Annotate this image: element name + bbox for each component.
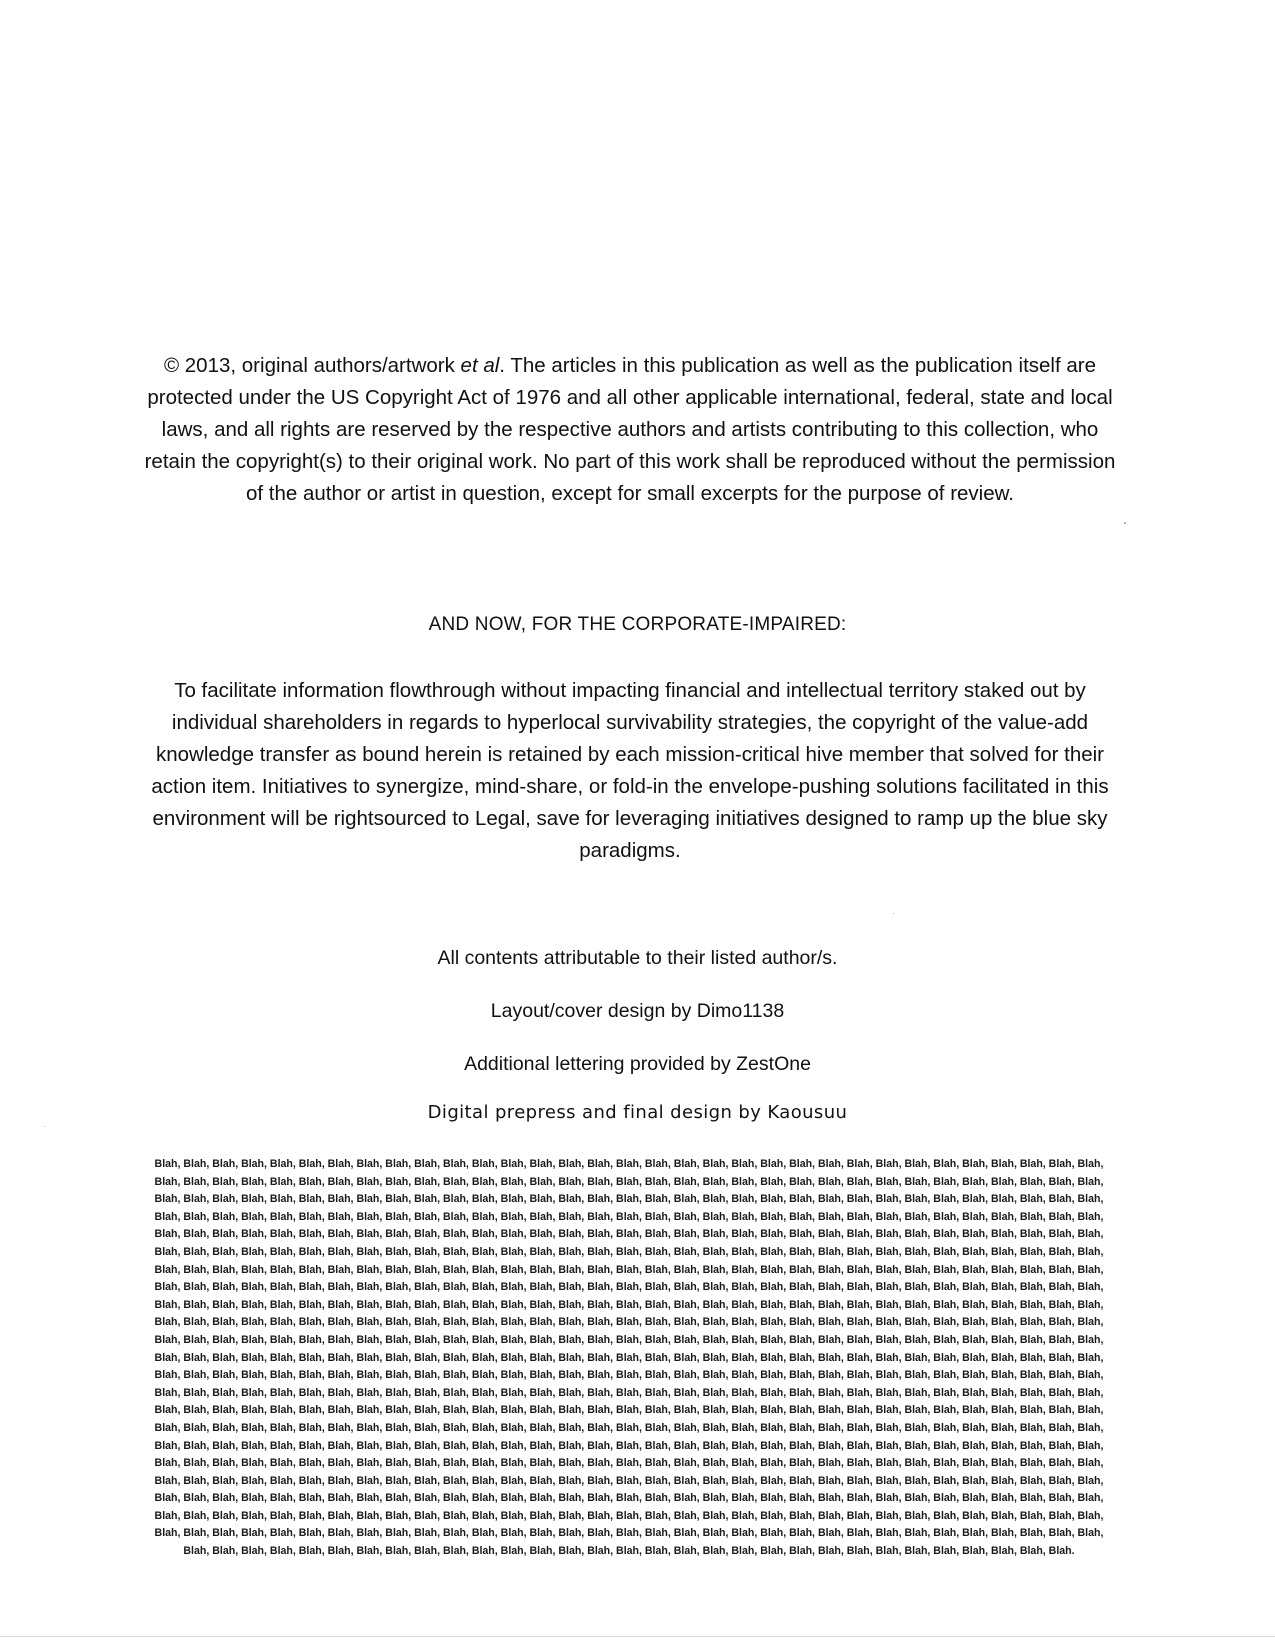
- filler-text-block: Blah, Blah, Blah, Blah, Blah, Blah, Blah, Blah, Blah, Blah, Blah, Blah, Blah, Blah, Blah, Blah, Blah, Blah, Blah, Blah, Blah, Blah, Blah, Blah, Blah, Blah, Blah, Blah, Blah, Blah, Blah, Blah, Blah, Blah, Blah, Blah, Blah, Blah, Blah, Blah, Blah, Blah, Blah, Blah, Blah, Blah, Blah, Blah, Blah, Blah, Blah, Blah, Blah, Blah, Blah, Blah, Blah, Blah, Blah, Blah, Blah, Blah, Blah, Blah, Blah, Blah, Blah, Blah, Blah, Blah, Blah, Blah, Blah, Blah, Blah, Blah, Blah, Blah, Blah, Blah, Blah, Blah, Blah, Blah, Blah, Blah, Blah, Blah, Blah, Blah, Blah, Blah, Blah, Blah, Blah, Blah, Blah, Blah, Blah, Blah, Blah, Blah, Blah, Blah, Blah, Blah, Blah, Blah, Blah, Blah, Blah, Blah, Blah, Blah, Blah, Blah, Blah, Blah, Blah, Blah, Blah, Blah, Blah, Blah, Blah, Blah, Blah, Blah, Blah, Blah, Blah, Blah, Blah, Blah, Blah, Blah, Blah, Blah, Blah, Blah, Blah, Blah, Blah, Blah, Blah, Blah, Blah, Blah, Blah, Blah, Blah, Blah, Blah, Blah, Blah, Blah, Blah, Blah, Blah, Blah, Blah, Blah, Blah, Blah, Blah, Blah, Blah, Blah, Blah, Blah, Blah, Blah, Blah, Blah, Blah, Blah, Blah, Blah, Blah, Blah, Blah, Blah, Blah, Blah, Blah, Blah, Blah, Blah, Blah, Blah, Blah, Blah, Blah, Blah, Blah, Blah, Blah, Blah, Blah, Blah, Blah, Blah, Blah, Blah, Blah, Blah, Blah, Blah, Blah, Blah, Blah, Blah, Blah, Blah, Blah, Blah, Blah, Blah, Blah, Blah, Blah, Blah, Blah, Blah, Blah, Blah, Blah, Blah, Blah, Blah, Blah, Blah, Blah, Blah, Blah, Blah, Blah, Blah, Blah, Blah, Blah, Blah, Blah, Blah, Blah, Blah, Blah, Blah, Blah, Blah, Blah, Blah, Blah, Blah, Blah, Blah, Blah, Blah, Blah, Blah, Blah, Blah, Blah, Blah, Blah, Blah, Blah, Blah, Blah, Blah, Blah, Blah, Blah, Blah, Blah, Blah, Blah, Blah, Blah, Blah, Blah, Blah, Blah, Blah, Blah, Blah, Blah, Blah, Blah, Blah, Blah, Blah, Blah, Blah, Blah, Blah, Blah, Blah, Blah, Blah, Blah, Blah, Blah, Blah, Blah, Blah, Blah, Blah, Blah, Blah, Blah, Blah, Blah, Blah, Blah, Blah, Blah, Blah, Blah, Blah, Blah, Blah, Blah, Blah, Blah, Blah, Blah, Blah, Blah, Blah, Blah, Blah, Blah, Blah, Blah, Blah, Blah, Blah, Blah, Blah, Blah, Blah, Blah, Blah, Blah, Blah, Blah, Blah, Blah, Blah, Blah, Blah, Blah, Blah, Blah, Blah, Blah, Blah, Blah, Blah, Blah, Blah, Blah, Blah, Blah, Blah, Blah, Blah, Blah, Blah, Blah, Blah, Blah, Blah, Blah, Blah, Blah, Blah, Blah, Blah, Blah, Blah, Blah, Blah, Blah, Blah, Blah, Blah, Blah, Blah, Blah, Blah, Blah, Blah, Blah, Blah, Blah, Blah, Blah, Blah, Blah, Blah, Blah, Blah, Blah, Blah, Blah, Blah, Blah, Blah, Blah, Blah, Blah, Blah, Blah, Blah, Blah, Blah, Blah, Blah, Blah, Blah, Blah, Blah, Blah, Blah, Blah, Blah, Blah, Blah, Blah, Blah, Blah, Blah, Blah, Blah, Blah, Blah, Blah, Blah, Blah, Blah, Blah, Blah, Blah, Blah, Blah, Blah, Blah, Blah, Blah, Blah, Blah, Blah, Blah, Blah, Blah, Blah, Blah, Blah, Blah, Blah, Blah, Blah, Blah, Blah, Blah, Blah, Blah, Blah, Blah, Blah, Blah, Blah, Blah, Blah, Blah, Blah, Blah, Blah, Blah, Blah, Blah, Blah, Blah, Blah, Blah, Blah, Blah, Blah, Blah, Blah, Blah, Blah, Blah, Blah, Blah, Blah, Blah, Blah, Blah, Blah, Blah, Blah, Blah, Blah, Blah, Blah, Blah, Blah, Blah, Blah, Blah, Blah, Blah, Blah, Blah, Blah, Blah, Blah, Blah, Blah, Blah, Blah, Blah, Blah, Blah, Blah, Blah, Blah, Blah, Blah, Blah, Blah, Blah, Blah, Blah, Blah, Blah, Blah, Blah, Blah, Blah, Blah, Blah, Blah, Blah, Blah, Blah, Blah, Blah, Blah, Blah, Blah, Blah, Blah, Blah, Blah, Blah, Blah, Blah, Blah, Blah, Blah, Blah, Blah, Blah, Blah, Blah, Blah, Blah, Blah, Blah, Blah, Blah, Blah, Blah, Blah, Blah, Blah, Blah, Blah, Blah, Blah, Blah, Blah, Blah, Blah, Blah, Blah, Blah, Blah, Blah, Blah, Blah, Blah, Blah, Blah, Blah, Blah, Blah, Blah, Blah, Blah, Blah, Blah, Blah, Blah, Blah, Blah, Blah, Blah, Blah, Blah, Blah, Blah, Blah, Blah, Blah, Blah, Blah, Blah, Blah, Blah, Blah, Blah, Blah, Blah, Blah, Blah, Blah, Blah, Blah, Blah, Blah, Blah, Blah, Blah, Blah, Blah, Blah, Blah, Blah, Blah, Blah, Blah, Blah, Blah, Blah, Blah, Blah, Blah, Blah, Blah, Blah, Blah, Blah, Blah, Blah, Blah, Blah, Blah, Blah, Blah, Blah, Blah, Blah, Blah, Blah, Blah, Blah, Blah, Blah, Blah, Blah, Blah, Blah, Blah, Blah, Blah, Blah, Blah, Blah, Blah, Blah, Blah, Blah, Blah, Blah, Blah, Blah, Blah, Blah, Blah, Blah, Blah, Blah, Blah, Blah, Blah, Blah, Blah, Blah, Blah, Blah, Blah, Blah, Blah, Blah, Blah, Blah, Blah, Blah, Blah, Blah, Blah, Blah, Blah, Blah, Blah, Blah, Blah, Blah, Blah, Blah, Blah, Blah, Blah, Blah, Blah, Blah, Blah, Blah, Blah, Blah, Blah, Blah, Blah, Blah, Blah, Blah, Blah, Blah, Blah, Blah, Blah, Blah, Blah, Blah, Blah, Blah, Blah, Blah, Blah, Blah, Blah, Blah.: [154, 1158, 1104, 1558]
- copyright-notice-body: . The articles in this publication as well as the publication itself are protected under the US Copyright Act of 1976 and all other applicable international, federal, state and local laws, and all rights are reserved by the respective authors and artists contributing to this collection, who retain the copyright(s) to their original work. No part of this work shall be reproduced without the permission of the author or artist in question, except for small excerpts for the purpose of review.: [144, 354, 1116, 505]
- section-heading: AND NOW, FOR THE CORPORATE-IMPAIRED:: [428, 614, 847, 635]
- scan-speck: [1124, 522, 1126, 524]
- page-bottom-edge: [0, 1636, 1275, 1637]
- copyright-notice-italic: et al: [460, 354, 500, 377]
- prepress-credit: Digital prepress and final design by Kaousuu: [427, 1102, 848, 1123]
- copyright-notice: [140, 350, 1120, 510]
- attribution-line: All contents attributable to their listed author/s.: [437, 947, 838, 969]
- corporate-paragraph: To facilitate information flowthrough without impacting financial and intellectual territory staked out by individual shareholders in regards to hyperlocal survivability strategies, the copyright of the value-add knowledge transfer as bound herein is retained by each mission-critical hive member that solved for their action item. Initiatives to synergize, mind-share, or fold-in the envelope-pushing solutions facilitated in this environment will be rightsourced to Legal, save for leveraging initiatives designed to ramp up the blue sky paradigms.: [151, 679, 1109, 862]
- layout-credit: Layout/cover design by Dimo1138: [490, 1000, 785, 1022]
- scan-speck: [893, 913, 894, 914]
- copyright-notice-prefix: © 2013, original authors/artwork: [163, 354, 461, 377]
- lettering-credit: Additional lettering provided by ZestOne: [464, 1053, 811, 1075]
- scan-speck: [44, 1126, 45, 1127]
